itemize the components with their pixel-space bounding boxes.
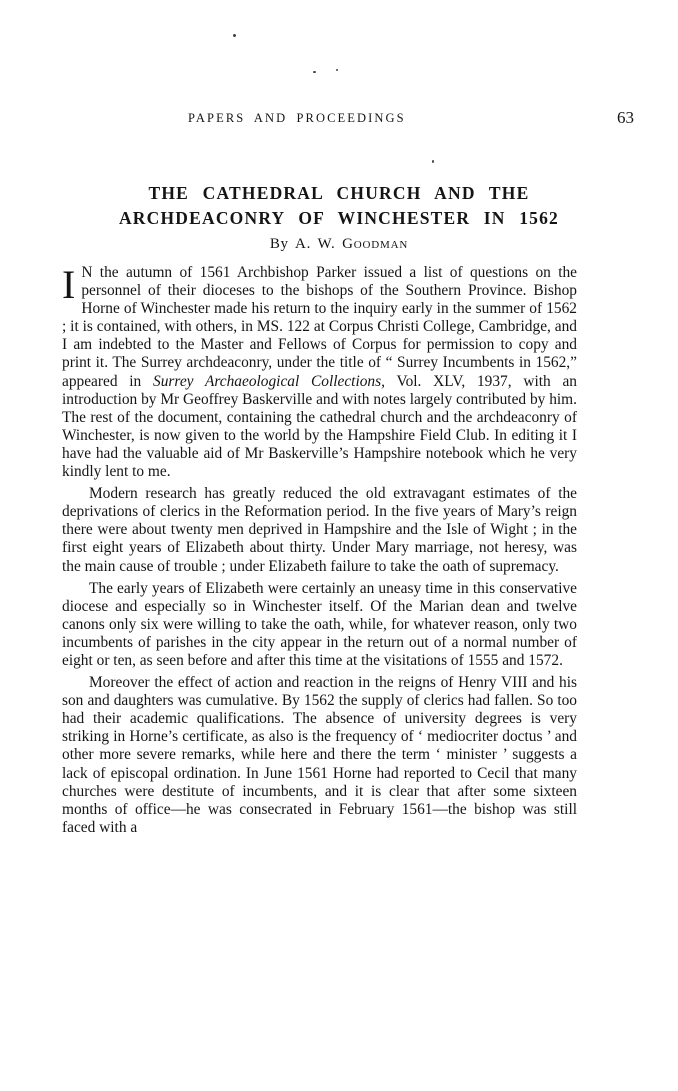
scan-speck (233, 34, 236, 37)
paragraph-1-text-a: N the autumn of 1561 Archbishop Parker issued a list of questions on the personnel of their dioceses to the bishops of the Southern Province. Bishop Horne of Winchester made his return to the inquiry early in the summer of 1562 ; it is contained, with others, in MS. 122 at Corpus Christi College, Cambridge, and I am indebted to the Master and Fellows of Corpus for permission to copy and print it. The Surrey archdeaconry, under the title of “ Surrey Incumbents in 1562,” appeared in (62, 264, 577, 390)
page-number: 63 (617, 108, 634, 127)
paragraph-4: Moreover the effect of action and reaction in the reigns of Henry VIII and his son and daughters was cumulative. By 1562 the supply of clerics had fallen. So too had their academic qualifications. The absence of university degrees is very striking in Horne’s certificate, as also is the frequency of ‘ mediocriter doctus ’ and other more severe remarks, while here and there the term ‘ minister ’ suggests a lack of episcopal ordination. In June 1561 Horne had reported to Cecil that many churches were destitute of incumbents, and it is clear that after some sixteen months of office—he was consecrated in February 1561—the bishop was still faced with a (62, 674, 577, 836)
paragraph-3: The early years of Elizabeth were certainly an uneasy time in this conservative diocese and especially so in Winchester itself. Of the Marian dean and twelve canons only six were willing to take the oath, while, for whatever reason, only two incumbents of parishes in the city appear in the return out of a normal number of eight or ten, as seen before and after this time at the visitations of 1555 and 1572. (62, 579, 577, 669)
running-head: PAPERS AND PROCEEDINGS (188, 111, 406, 125)
paragraph-2: Modern research has greatly reduced the old extravagant estimates of the deprivations of clerics in the Reformation period. In the five years of Mary’s reign there were about twenty men deprived in Hampshire and the Isle of Wight ; in the first eight years of Elizabeth about thirty. Under Mary marriage, not heresy, was the main cause of trouble ; under Elizabeth failure to take the oath of supremacy. (62, 485, 577, 575)
scan-speck (432, 160, 434, 163)
scan-speck (336, 69, 338, 71)
scan-speck (313, 71, 316, 73)
drop-cap: I (62, 262, 76, 307)
byline-prefix: By (269, 236, 289, 252)
article-title-line-1: THE CATHEDRAL CHURCH AND THE (148, 183, 530, 203)
paragraph-1 (62, 264, 577, 481)
paragraph-1-text-b: Vol. XLV, 1937, with an introduction by Mr Geoffrey Baskerville and with notes largely contributed by him. The rest of the document, containing the cathedral church and the archdeaconry of Winchester, is now given to the world by the Hampshire Field Club. In editing it I have had the valuable aid of Mr Baskerville’s Hampshire notebook which he very kindly lent to me. (62, 372, 577, 481)
author-name: A. W. Goodman (295, 236, 409, 252)
article-title-line-2: ARCHDEACONRY OF WINCHESTER IN 1562 (118, 208, 560, 228)
page-header (0, 110, 678, 130)
byline (0, 236, 678, 253)
article-body (62, 264, 577, 841)
journal-title: Surrey Archaeological Collections, (153, 372, 385, 390)
